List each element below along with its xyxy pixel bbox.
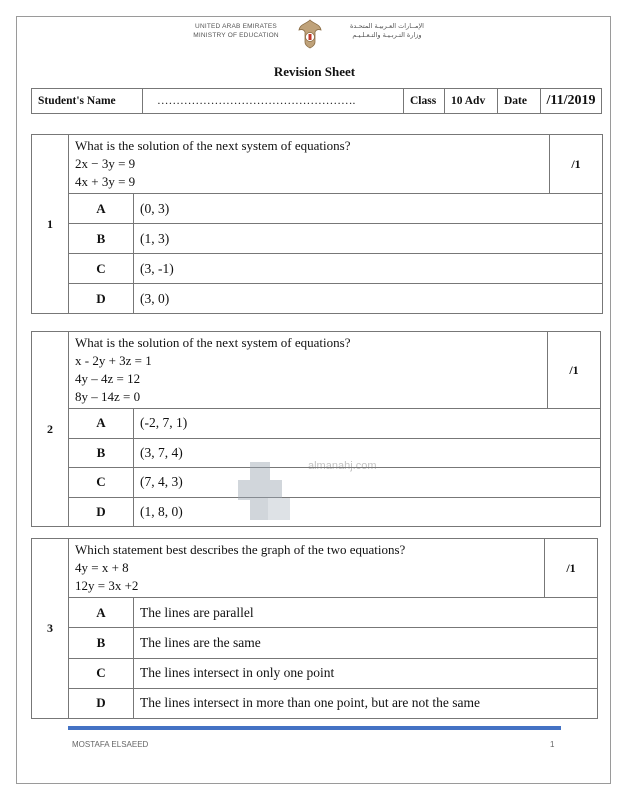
question-stem [69,332,548,409]
ministry-header [180,18,450,52]
equation-line: 2x − 3y = 9 [75,156,136,171]
mark-cell: /1 [548,332,601,409]
question-text: What is the solution of the next system of equations? [75,335,351,350]
question-text: What is the solution of the next system of equations? [75,138,351,153]
page-number: 1 [550,740,555,749]
mark-cell: /1 [545,539,598,598]
option-letter[interactable]: B [69,628,134,658]
ministry-name-en: MINISTRY OF EDUCATION [193,32,279,39]
question-number: 2 [32,332,69,527]
option-letter[interactable]: A [69,409,134,439]
equation-line: x - 2y + 3z = 1 [75,353,152,368]
option-text[interactable]: (3, 0) [134,284,603,314]
footer-rule [68,726,561,730]
country-name-ar: الإمــارات العـربيـة المتحـدة [350,22,424,30]
watermark [238,458,378,526]
option-text[interactable]: (7, 4, 3) [134,468,601,498]
country-name-en: UNITED ARAB EMIRATES [195,23,277,30]
equation-line: 12y = 3x +2 [75,578,139,593]
option-letter[interactable]: D [69,497,134,527]
question-number: 1 [32,135,69,314]
watermark-logo-icon [238,458,298,524]
option-text[interactable]: (3, 7, 4) [134,438,601,468]
option-letter[interactable]: C [69,468,134,498]
option-text[interactable]: The lines are parallel [134,598,598,628]
option-letter[interactable]: B [69,224,134,254]
student-info-table [31,88,602,114]
option-text[interactable]: (-2, 7, 1) [134,409,601,439]
option-letter[interactable]: C [69,254,134,284]
class-label: Class [404,89,445,114]
option-letter[interactable]: B [69,438,134,468]
question-1 [31,134,603,314]
option-text[interactable]: The lines intersect in more than one point, but are not the same [134,688,598,718]
question-text: Which statement best describes the graph of the two equations? [75,542,406,557]
question-stem [69,135,550,194]
footer-author: MOSTAFA ELSAEED [72,740,149,749]
option-text[interactable]: (1, 3) [134,224,603,254]
date-label: Date [498,89,541,114]
student-name-field[interactable]: ……………………………………………. [143,89,404,114]
ministry-arabic [332,22,442,40]
option-letter[interactable]: D [69,688,134,718]
date-value: /11/2019 [541,89,602,114]
option-text[interactable]: (3, -1) [134,254,603,284]
equation-line: 4x + 3y = 9 [75,174,136,189]
question-stem [69,539,545,598]
uae-emblem-icon [296,18,324,50]
class-value: 10 Adv [445,89,498,114]
ministry-english [184,22,288,40]
option-letter[interactable]: D [69,284,134,314]
option-letter[interactable]: A [69,598,134,628]
question-number: 3 [32,539,69,719]
equation-line: 8y – 14z = 0 [75,389,141,404]
option-text[interactable]: (0, 3) [134,194,603,224]
mark-cell: /1 [550,135,603,194]
question-3 [31,538,598,719]
ministry-name-ar: وزارة التـربـيـة والتـعـلـيـم [352,31,422,39]
equation-line: 4y = x + 8 [75,560,129,575]
watermark-text: almanahj.com [308,460,377,472]
option-text[interactable]: (1, 8, 0) [134,497,601,527]
option-letter[interactable]: C [69,658,134,688]
option-text[interactable]: The lines intersect in only one point [134,658,598,688]
student-name-label: Student's Name [32,89,143,114]
option-text[interactable]: The lines are the same [134,628,598,658]
option-letter[interactable]: A [69,194,134,224]
page-title: Revision Sheet [273,64,356,79]
equation-line: 4y – 4z = 12 [75,371,141,386]
